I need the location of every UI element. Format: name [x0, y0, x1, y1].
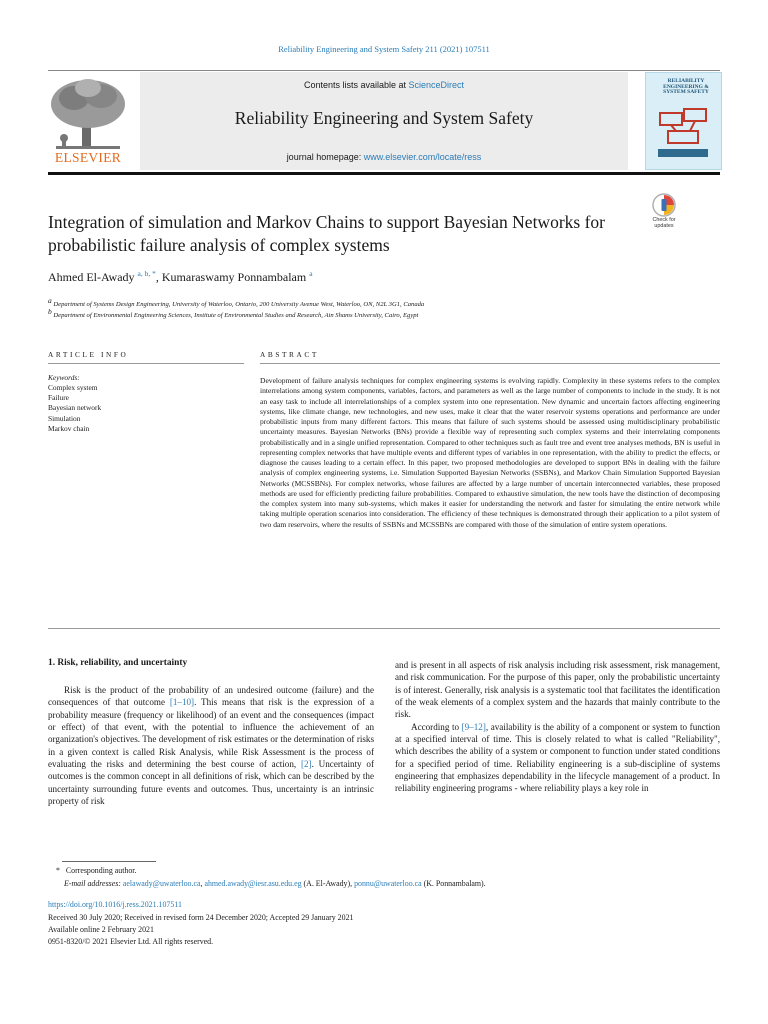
doi-link[interactable]: https://doi.org/10.1016/j.ress.2021.107511 — [48, 900, 182, 909]
body-paragraph: According to [9–12], availability is the ability of a component or system to function at a specified interval of time. This is closely related to what is called "Reliability", which describes the ability of a system or component to function under stated conditions for a specified period of time. Reliability engineering is a sub-discipline of systems engineering that emphasizes dependability in the lifecycle management of a product. In reliability engineering programs - where reliability plays a key role in — [395, 721, 720, 794]
available-online-date: Available online 2 February 2021 — [48, 925, 154, 934]
body-paragraph: Risk is the product of the probability of an undesired outcome (failure) and the consequences of that outcome [1–10]. This means that risk is the expression of a probability measure (frequency or likelihood) of an event and the consequences (impact or effect) of that event, with the potential to influence the achievement of an organization's objectives. The development of risk estimates or the determination of risks in a given context is called Risk Analysis, while Risk Assessment is the process of evaluating the risks and determining the best course of action, [2]. Uncertainty of outcomes is the common concept in all definitions of risk, which can be described by the uncertainty surrounding future events and outcomes. Thus, uncertainty is an intrinsic property of risk — [48, 685, 375, 807]
author-affiliation-marks[interactable]: a — [309, 269, 313, 278]
body-column-right — [395, 659, 720, 795]
article-info-heading: ARTICLE INFO — [48, 350, 129, 359]
keyword-item: Complex system — [48, 383, 98, 392]
keyword-item: Markov chain — [48, 423, 90, 433]
abstract-text: Development of failure analysis techniques for complex engineering systems is evolving rapidly. Complexity in these systems refers to the complex interrelations among system components, variables, factors, and parameters as well as the large number of components to include in the study. It is not an easy task to include all interrelationships of a complex system into one representation. New dynamic and uncertain factors affecting engineering systems, like climate change, new technologies, and new uses, make it clear that the water reservoir systems operations and performance are under probabilistic inputs from many different factors. This means that failure of such systems should be assessed using multidisciplinary probabilistic uncertainty measures. Bayesian Networks (BNs) provide a flexible way of representing such complex systems and their interrelating components probabilistically and in a single unified representation. Compared to other techniques such as fault tree and event tree analyses methods, BN is useful in representing complex networks that have multiple events and different types of variables in one representation, with the ability to predict the effects, or diagnose the causes leading to a certain effect. In this paper, two proposed methodologies are developed to support BNs in dealing with the failure analysis of complex engineering systems, i.e. Simulation Supported Bayesian Networks (SSBNs), and Markov Chain Simulation Supported Bayesian Networks (MCSSBNs). For complex networks, whose failures are affected by a large number of uncertain interconnected variables, these proposed methods are used for efficiently predicting failure probabilities. Compared to exhaustive simulation, the new tools have the distinction of decomposing the complex system into many sub-systems, which makes it easier for understanding the network and faster for simulating the entire network while taking multiple operation scenarios into consideration. The efficiency of these techniques is demonstrated through their application to a pilot system of two dam reservoirs, where the results of SSBNs and MCSSBNs are compared with those of the simulation of entire system operations. — [260, 376, 720, 529]
article-info-rule — [48, 363, 244, 364]
abstract-bottom-rule — [48, 628, 720, 629]
copyright-notice: 0951-8320/© 2021 Elsevier Ltd. All rights reserved. — [48, 937, 214, 946]
affiliation-b: b Department of Environmental Engineering Sciences, Institute of Environmental Studies and Research, Ain Shams University, Cairo, Egypt — [48, 307, 419, 320]
check-updates-icon — [648, 193, 680, 217]
authors-line — [48, 269, 313, 285]
citation-link[interactable]: [1–10] — [169, 697, 195, 708]
author-name[interactable]: Kumaraswamy Ponnambalam — [161, 270, 307, 284]
check-updates-label: Check for updates — [652, 217, 676, 229]
contents-line: Contents lists available at ScienceDirect — [303, 80, 465, 90]
homepage-link[interactable]: www.elsevier.com/locate/ress — [363, 152, 482, 162]
corresponding-author-note: * Corresponding author. — [56, 866, 137, 875]
keyword-item: Simulation — [48, 413, 81, 423]
abstract-heading: ABSTRACT — [260, 350, 319, 359]
journal-title: Reliability Engineering and System Safety — [234, 108, 534, 128]
author-separator: , — [155, 270, 162, 284]
received-dates: Received 30 July 2020; Received in revised form 24 December 2020; Accepted 29 January 2021 — [48, 913, 354, 922]
email-link[interactable]: aelawady@uwaterloo.ca — [122, 879, 201, 888]
journal-cover-thumbnail[interactable] — [645, 72, 722, 170]
header-thick-rule — [48, 172, 720, 175]
publisher-name: ELSEVIER — [54, 150, 122, 165]
email-link[interactable]: ahmed.awady@iesr.asu.edu.eg — [204, 879, 302, 888]
citation-link[interactable]: [9–12] — [461, 721, 486, 732]
homepage-line: journal homepage: www.elsevier.com/locate/ress — [286, 152, 482, 162]
section-heading: 1. Risk, reliability, and uncertainty — [48, 658, 188, 668]
sciencedirect-link[interactable]: ScienceDirect — [408, 80, 465, 90]
author-name[interactable]: Ahmed El-Awady — [48, 270, 135, 284]
affiliation-a: a Department of Systems Design Engineering, University of Waterloo, Ontario, 200 University Avenue West, Waterloo, ON, N2L 3G1, Canada — [48, 296, 425, 309]
keywords-list — [48, 383, 101, 434]
body-paragraph: and is present in all aspects of risk analysis including risk assessment, risk management, and risk communication. For the purpose of this paper, only the probabilistic uncertainty is of interest. Generally, risk analysis is a systematic tool that facilitates the identification of the weak elements of a complex system and the hazards that mainly contribute to the risk. — [395, 660, 720, 720]
cover-title: RELIABILITY ENGINEERING & SYSTEM SAFETY — [663, 78, 709, 96]
journal-reference[interactable]: Reliability Engineering and System Safety 211 (2021) 107511 — [278, 44, 490, 54]
keywords-label: Keywords: — [48, 373, 80, 382]
article-title: Integration of simulation and Markov Chains to support Bayesian Networks for probabilistic failure analysis of complex systems — [48, 212, 605, 255]
cover-graphic-icon — [654, 105, 714, 163]
header-top-rule — [48, 70, 720, 71]
footnote-rule — [62, 861, 156, 862]
email-addresses: E-mail addresses: aelawady@uwaterloo.ca, ahmed.awady@iesr.asu.edu.eg (A. El-Awady), ponnu@uwaterloo.ca (K. Ponnambalam). — [64, 879, 486, 888]
check-for-updates-badge[interactable] — [648, 193, 680, 233]
body-column-left — [48, 684, 374, 807]
author-affiliation-marks[interactable]: a, b, * — [137, 269, 156, 278]
email-link[interactable]: ponnu@uwaterloo.ca — [354, 879, 422, 888]
keyword-item: Bayesian network — [48, 403, 102, 413]
citation-link[interactable]: [2] — [300, 759, 312, 770]
abstract-rule — [260, 363, 720, 364]
keyword-item: Failure — [48, 393, 69, 403]
